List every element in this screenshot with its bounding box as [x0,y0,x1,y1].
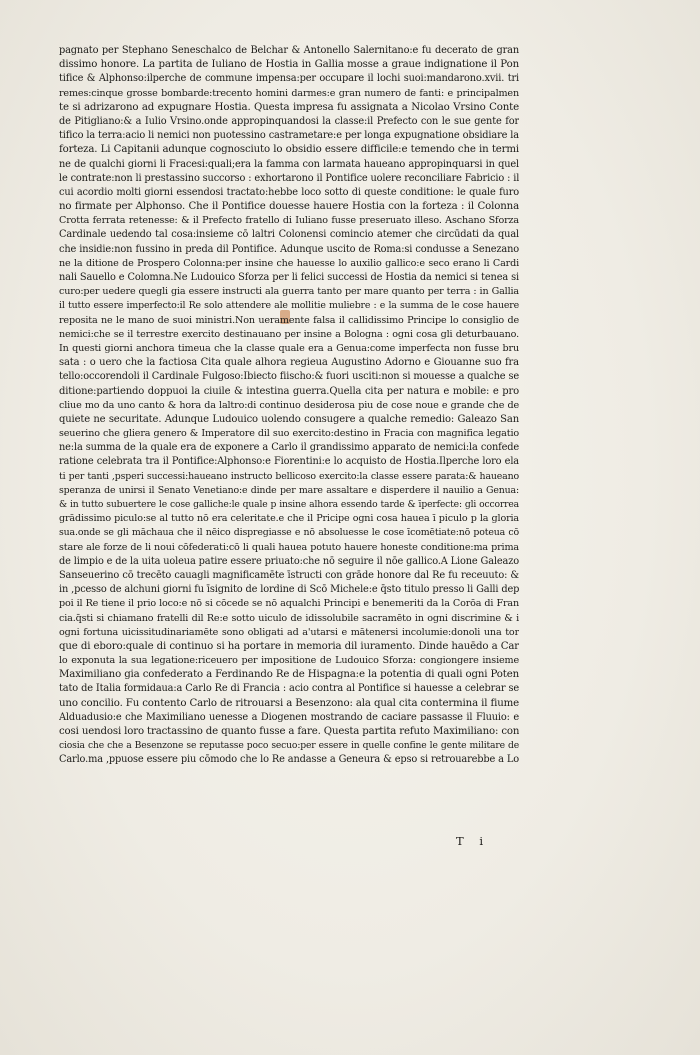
text-line: ne:la summa de la quale era de exponere a Carlo il grandissimo apparato de nemici:la confede [59,442,519,454]
text-line: grādissimo piculo:se al tutto nō era celeritate.e che il Pricipe ogni cosa hauea ī piculo p la gloria [59,513,519,525]
text-line: quiete ne securitate. Adunque Ludouico uolendo consugere a qualche remedio: Galeazo San [59,413,519,425]
text-line: pagnato per Stephano Seneschalco de Belchar & Antonello Salernitano:e fu decerato de gran [59,45,519,56]
text-line: in ,pcesso de alchuni giorni fu īsignito de lordine di Scō Michele:e q̄sto titulo presso li Galli dep [59,584,519,596]
text-line: de limpio e de la uita uoleua patire essere priuato:che nō seguire il nōe gallico.A Lione Galeazo [59,555,519,567]
text-line: Carlo.ma ,ppuose essere piu cōmodo che lo Re andasse a Geneura & epso si retrouarebbe a Lo [59,754,519,766]
text-line: che insidie:non fussino in preda dil Pontifice. Adunque uscito de Roma:si condusse a Senezano [59,243,519,255]
text-line: tifice & Alphonso:ilperche de commune impensa:per occupare il lochi suoi:mandarono.xvii. tri [59,73,519,85]
text-line: te si adrizarono ad expugnare Hostia. Questa impresa fu assignata a Nicolao Vrsino Conte [59,101,519,113]
text-line: Sanseuerino cō trecēto cauagli magnificamēte īstructi con grāde honore dal Re fu receuuto: & [59,569,519,581]
text-line: nali Sauello e Colomna.Ne Ludouico Sforza per li felici successi de Hostia da nemici si tenea si [59,272,519,283]
text-line: cosi uendosi loro tractassino de quanto fusse a fare. Questa partita refuto Maximiliano: con [59,726,519,737]
text-line: stare ale forze de li noui cōfederati:cō li quali hauea potuto hauere honeste conditione:ma prima [59,541,519,553]
text-line: reposita ne le mano de suoi ministri.Non ueramente falsa il callidissimo Principe lo consiglio de [59,314,519,326]
text-line: que di eboro:quale di continuo si ha portare in memoria dil iuramento. Dinde hauēdo a Car [59,640,519,652]
text-line: lo exponuta la sua legatione:riceuero per impositione de Ludouico Sforza: congiongere insieme [59,655,519,667]
text-line: dissimo honore. La partita de Iuliano de Hostia in Gallia mosse a graue indignatione il Pon [59,59,519,71]
text-line: Cardinale uedendo tal cosa:insieme cō laltri Colonensi comincio atemer che circūdati da qual [59,229,519,241]
text-line: cliue mo da uno canto & hora da laltro:di continuo desiderosa piu de cose noue e grande che de [59,399,519,411]
text-line: ciosia che che a Besenzone se reputasse poco secuo:per essere in quelle confine le gente militare de [59,740,519,752]
text-line: tifico la terra:acio li nemici non puotessino castrametare:e per longa expugnatione obsidiare la [59,130,519,142]
text-line: ne de qualchi giorni li Fracesi:quali;era la famma con larmata haueano appropinquarsi in quel [59,158,519,170]
signature-mark: T i [456,834,490,848]
text-line: no firmate per Alphonso. Che il Pontifice douesse hauere Hostia con la forteza : il Colonna [59,201,519,213]
text-line: ratione celebrata tra il Pontifice:Alphonso:e Fiorentini:e lo acquisto de Hostia.Ilperche loro ela [59,456,519,468]
text-line: uno concilio. Fu contento Carlo de ritrouarsi a Besenzono: ala qual cita contermina il fiume [59,697,519,709]
text-line: sata : o uero che la factiosa Cita quale alhora regieua Augustino Adorno e Giouanne suo fra [59,357,519,369]
text-line: & in tutto subuertere le cose galliche:le quale p insine alhora essendo tarde & īperfecte: gli occorrea [59,499,519,510]
text-line: poi il Re tiene il prio loco:e nō si cōcede se nō aqualchi Principi e benemeriti da la Corōa di Fran [59,598,519,610]
text-line: sua.onde se gli māchaua che il nēico dispregiasse e nō absoluesse le cose īcomētiate:nō poteua cō [59,527,519,539]
text-line: curo:per uedere quegli gia essere instructi ala guerra tanto per mare quanto per terra : in Gallia [59,286,519,298]
text-line: ne la ditione de Prospero Colonna:per insine che hauesse lo auxilio gallico:e seco erano li Cardi [59,257,519,269]
text-line: Maximiliano gia confederato a Ferdinando Re de Hispagna:e la potentia di quali ogni Poten [59,669,519,681]
text-line: Crotta ferrata retenesse: & il Prefecto fratello di Iuliano fusse preseruato illeso. Aschano Sforza [59,215,519,227]
text-line: tello:occorendoli il Cardinale Fulgoso:Ibiecto fiischo:& fuori usciti:non si mouesse a qualche se [59,371,519,383]
text-line: ditione:partiendo doppuoi la ciuile & intestina guerra.Quella cita per natura e mobile: e pro [59,385,519,397]
text-line: il tutto essere imperfecto:il Re solo attendere ale mollitie muliebre : e la summa de le cose hauere [59,300,519,312]
body-text [59,44,519,768]
text-line: In questi giorni anchora timeua che la classe quale era a Genua:come imperfecta non fusse bru [59,342,519,354]
text-line: remes:cinque grosse bombarde:trecento homini darmes:e gran numero de fanti: e principalmen [59,87,519,99]
text-line: cia.q̄sti si chiamano fratelli dil Re:e sotto uiculo de idissolubile sacramēto in ogni discrimine & i [59,612,519,624]
text-line: tato de Italia formidaua:a Carlo Re di Francia : acio contra al Pontifice si hauesse a celebrar se [59,683,519,695]
text-line: forteza. Li Capitanii adunque cognosciuto lo obsidio essere difficile:e temendo che in termi [59,144,519,156]
text-line: seuerino che gliera genero & Imperatore dil suo exercito:destino in Fracia con magnifica legatio [59,428,519,440]
text-line: Alduadusio:e che Maximiliano uenesse a Diogenen mostrando de caciare passasse il Fluuio: e [59,711,519,723]
text-line: de Pitigliano:& a Iulio Vrsino.onde appropinquandosi la classe:il Prefecto con le sue gente for [59,115,519,127]
text-line: nemici:che se il terrestre exercito destinauano per insine a Bologna : ogni cosa gli deturbauano. [59,328,519,340]
text-line: cui acordio molti giorni essendosi tractato:hebbe loco sotto di queste conditione: le quale furo [59,186,519,198]
text-line: speranza de unirsi il Senato Venetiano:e dinde per mare assaltare e disperdere il nauilio a Genua: [59,484,519,496]
text-line: le contrate:non li prestassino succorso : exhortarono il Pontifice uolere reconciliare Fabricio : il [59,172,519,184]
text-line: ti per tanti ,psperi successi:haueano instructo bellicoso exercito:la classe essere parata:& haueano [59,470,519,482]
text-line: ogni fortuna uicissitudinariamēte sono obligati ad a'utarsi e mātenersi incolumie:donoli una tor [59,626,519,638]
